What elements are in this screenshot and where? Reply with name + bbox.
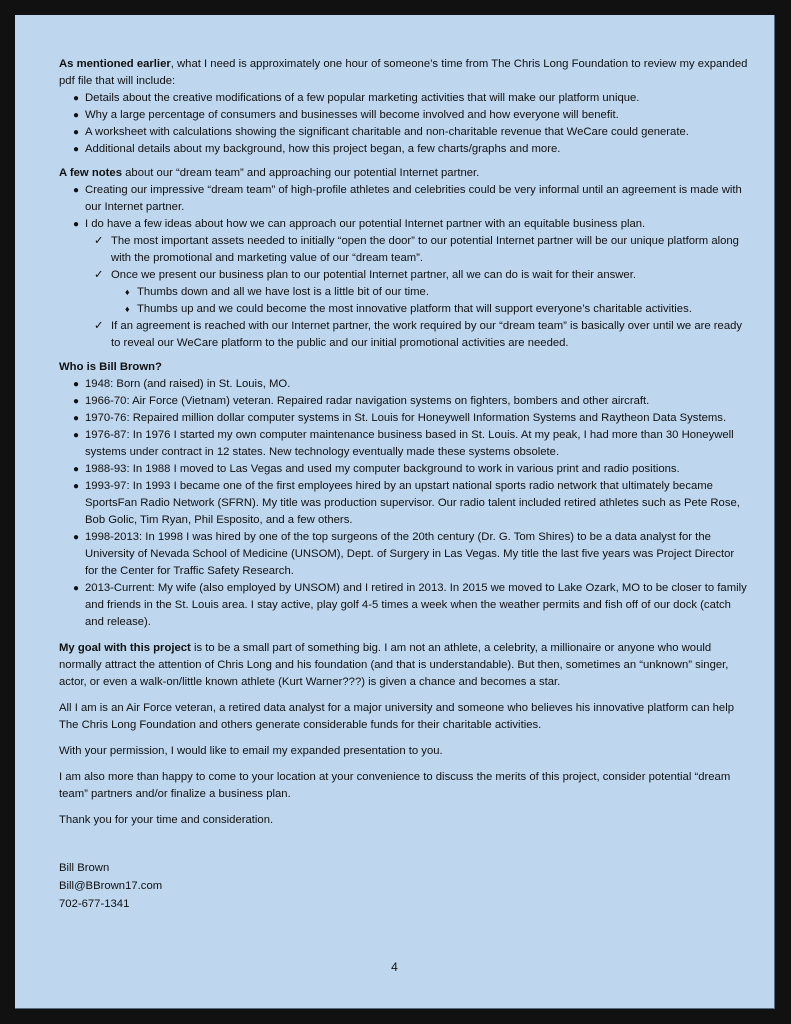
list-item-text: Additional details about my background, how this project began, a few charts/graphs and more. xyxy=(85,143,561,155)
list-item-text: A worksheet with calculations showing the significant charitable and non-charitable revenue that WeCare could generate. xyxy=(85,126,689,138)
bullet-icon: ● xyxy=(73,219,80,230)
bio-list xyxy=(59,376,749,631)
notes-paragraph xyxy=(59,165,749,182)
intro-lead: As mentioned earlier xyxy=(59,58,171,70)
checklist-item xyxy=(59,233,749,267)
document-page xyxy=(15,15,775,1009)
list-item-text: Why a large percentage of consumers and businesses will become involved and how everyone will benefit. xyxy=(85,109,619,121)
page-number: 4 xyxy=(391,960,398,974)
signature-phone: 702-677-1341 xyxy=(59,898,130,910)
bullet-icon: ● xyxy=(73,110,80,121)
list-item xyxy=(59,216,749,233)
list-item-text: 1993-97: In 1993 I became one of the first employees hired by an upstart national sports radio network that ultimately became SportsFan Radio Network (SFRN). My title was production supervisor. Our radio talent included retired athletes such as Pete Rose, Bob Golic, Tim Ryan, Phil Esposito, and a few others. xyxy=(85,480,740,526)
goal-text: is to be a small part of something big. I am not an athlete, a celebrity, a millionaire or anyone who would normally attract the attention of Chris Long and his foundation (and that is understandable). But then, sometimes an “unknown” singer, actor, or even a walk-on/little known athlete (Kurt Warner???) is given a chance and becomes a star. xyxy=(59,642,729,688)
checklist-item-text: Once we present our business plan to our potential Internet partner, all we can do is wait for their answer. xyxy=(111,269,636,281)
goal-paragraph xyxy=(59,640,749,691)
veteran-paragraph: All I am is an Air Force veteran, a retired data analyst for a major university and someone who believes his innovative platform can help The Chris Long Foundation and others generate considerable funds for their charitable activities. xyxy=(59,702,735,731)
list-item xyxy=(59,393,749,410)
intro-bullet-list xyxy=(59,90,749,158)
signature-email[interactable]: Bill@BBrown17.com xyxy=(59,880,163,892)
notes-text: about our “dream team” and approaching our potential Internet partner. xyxy=(121,167,480,179)
checklist-item xyxy=(59,267,749,284)
list-item xyxy=(59,90,749,107)
checkmark-icon: ✓ xyxy=(94,320,104,332)
bullet-icon: ● xyxy=(73,481,80,492)
diamond-icon: ♦ xyxy=(125,304,130,314)
checkmark-icon: ✓ xyxy=(94,235,104,247)
list-item xyxy=(59,529,749,580)
list-item-text: 1970-76: Repaired million dollar computer systems in St. Louis for Honeywell Information Systems and Raytheon Data Systems. xyxy=(85,412,727,424)
list-item xyxy=(59,376,749,393)
sub-item-text: Thumbs down and all we have lost is a little bit of our time. xyxy=(137,286,429,298)
list-item-text: 2013-Current: My wife (also employed by UNSOM) and I retired in 2013. In 2015 we moved to Lake Ozark, MO to be closer to family and friends in the St. Louis area. I stay active, play golf 4-5 times a week when the weather permits and fish off of our dock (catch and release). xyxy=(85,582,747,628)
list-item xyxy=(59,580,749,631)
notes-lead: A few notes xyxy=(59,167,122,179)
list-item-text: I do have a few ideas about how we can approach our potential Internet partner with an equitable business plan. xyxy=(85,218,646,230)
list-item xyxy=(59,124,749,141)
intro-paragraph xyxy=(59,56,749,90)
list-item xyxy=(59,478,749,529)
notes-list xyxy=(59,182,749,352)
bullet-icon: ● xyxy=(73,185,80,196)
list-item xyxy=(59,427,749,461)
goal-lead: My goal with this project xyxy=(59,642,191,654)
list-item-text: 1948: Born (and raised) in St. Louis, MO. xyxy=(85,378,291,390)
list-item xyxy=(59,141,749,158)
diamond-icon: ♦ xyxy=(125,287,130,297)
sub-item xyxy=(59,301,749,318)
list-item-text: Details about the creative modifications of a few popular marketing activities that will make our platform unique. xyxy=(85,92,640,104)
checkmark-icon: ✓ xyxy=(94,269,104,281)
thanks-paragraph: Thank you for your time and consideration. xyxy=(59,814,274,826)
permission-paragraph: With your permission, I would like to email my expanded presentation to you. xyxy=(59,745,443,757)
checklist-item-text: If an agreement is reached with our Internet partner, the work required by our “dream team” is basically over until we are ready to reveal our WeCare platform to the public and our initial promotional activities are needed. xyxy=(111,320,743,349)
bullet-icon: ● xyxy=(73,464,80,475)
list-item xyxy=(59,107,749,124)
document-body xyxy=(59,56,749,913)
bullet-icon: ● xyxy=(73,583,80,594)
bio-heading: Who is Bill Brown? xyxy=(59,361,162,373)
intro-text: , what I need is approximately one hour of someone’s time from The Chris Long Foundation to review my expanded pdf file that will include: xyxy=(59,58,748,87)
bullet-icon: ● xyxy=(73,379,80,390)
bullet-icon: ● xyxy=(73,430,80,441)
list-item-text: 1988-93: In 1988 I moved to Las Vegas and used my computer background to work in various print and radio positions. xyxy=(85,463,680,475)
bullet-icon: ● xyxy=(73,144,80,155)
checklist-item xyxy=(59,318,749,352)
bullet-icon: ● xyxy=(73,413,80,424)
bullet-icon: ● xyxy=(73,93,80,104)
signature-name: Bill Brown xyxy=(59,862,110,874)
bullet-icon: ● xyxy=(73,532,80,543)
sub-item xyxy=(59,284,749,301)
list-item xyxy=(59,410,749,427)
list-item-text: 1998-2013: In 1998 I was hired by one of the top surgeons of the 20th century (Dr. G. Tom Shires) to be a data analyst for the University of Nevada School of Medicine (UNSOM), Dept. of Surgery in Las Vegas. My title the last five years was Project Director for the Center for Traffic Safety Research. xyxy=(85,531,735,577)
list-item-text: Creating our impressive “dream team” of high-profile athletes and celebrities could be very informal until an agreement is made with our Internet partner. xyxy=(85,184,742,213)
meeting-paragraph: I am also more than happy to come to your location at your convenience to discuss the merits of this project, consider potential “dream team” partners and/or finalize a business plan. xyxy=(59,771,731,800)
list-item xyxy=(59,182,749,216)
checklist-item-text: The most important assets needed to initially “open the door” to our potential Internet partner will be our unique platform along with the promotional and marketing value of our “dream team”. xyxy=(111,235,739,264)
signature-block xyxy=(59,859,749,913)
list-item-text: 1976-87: In 1976 I started my own computer maintenance business based in St. Louis. At my peak, I had more than 30 Honeywell systems under contract in 12 states. New technology eventually made these systems obsolete. xyxy=(85,429,734,458)
list-item-text: 1966-70: Air Force (Vietnam) veteran. Repaired radar navigation systems on fighters, bombers and other aircraft. xyxy=(85,395,650,407)
list-item xyxy=(59,461,749,478)
bullet-icon: ● xyxy=(73,127,80,138)
bullet-icon: ● xyxy=(73,396,80,407)
sub-item-text: Thumbs up and we could become the most innovative platform that will support everyone’s charitable activities. xyxy=(137,303,692,315)
